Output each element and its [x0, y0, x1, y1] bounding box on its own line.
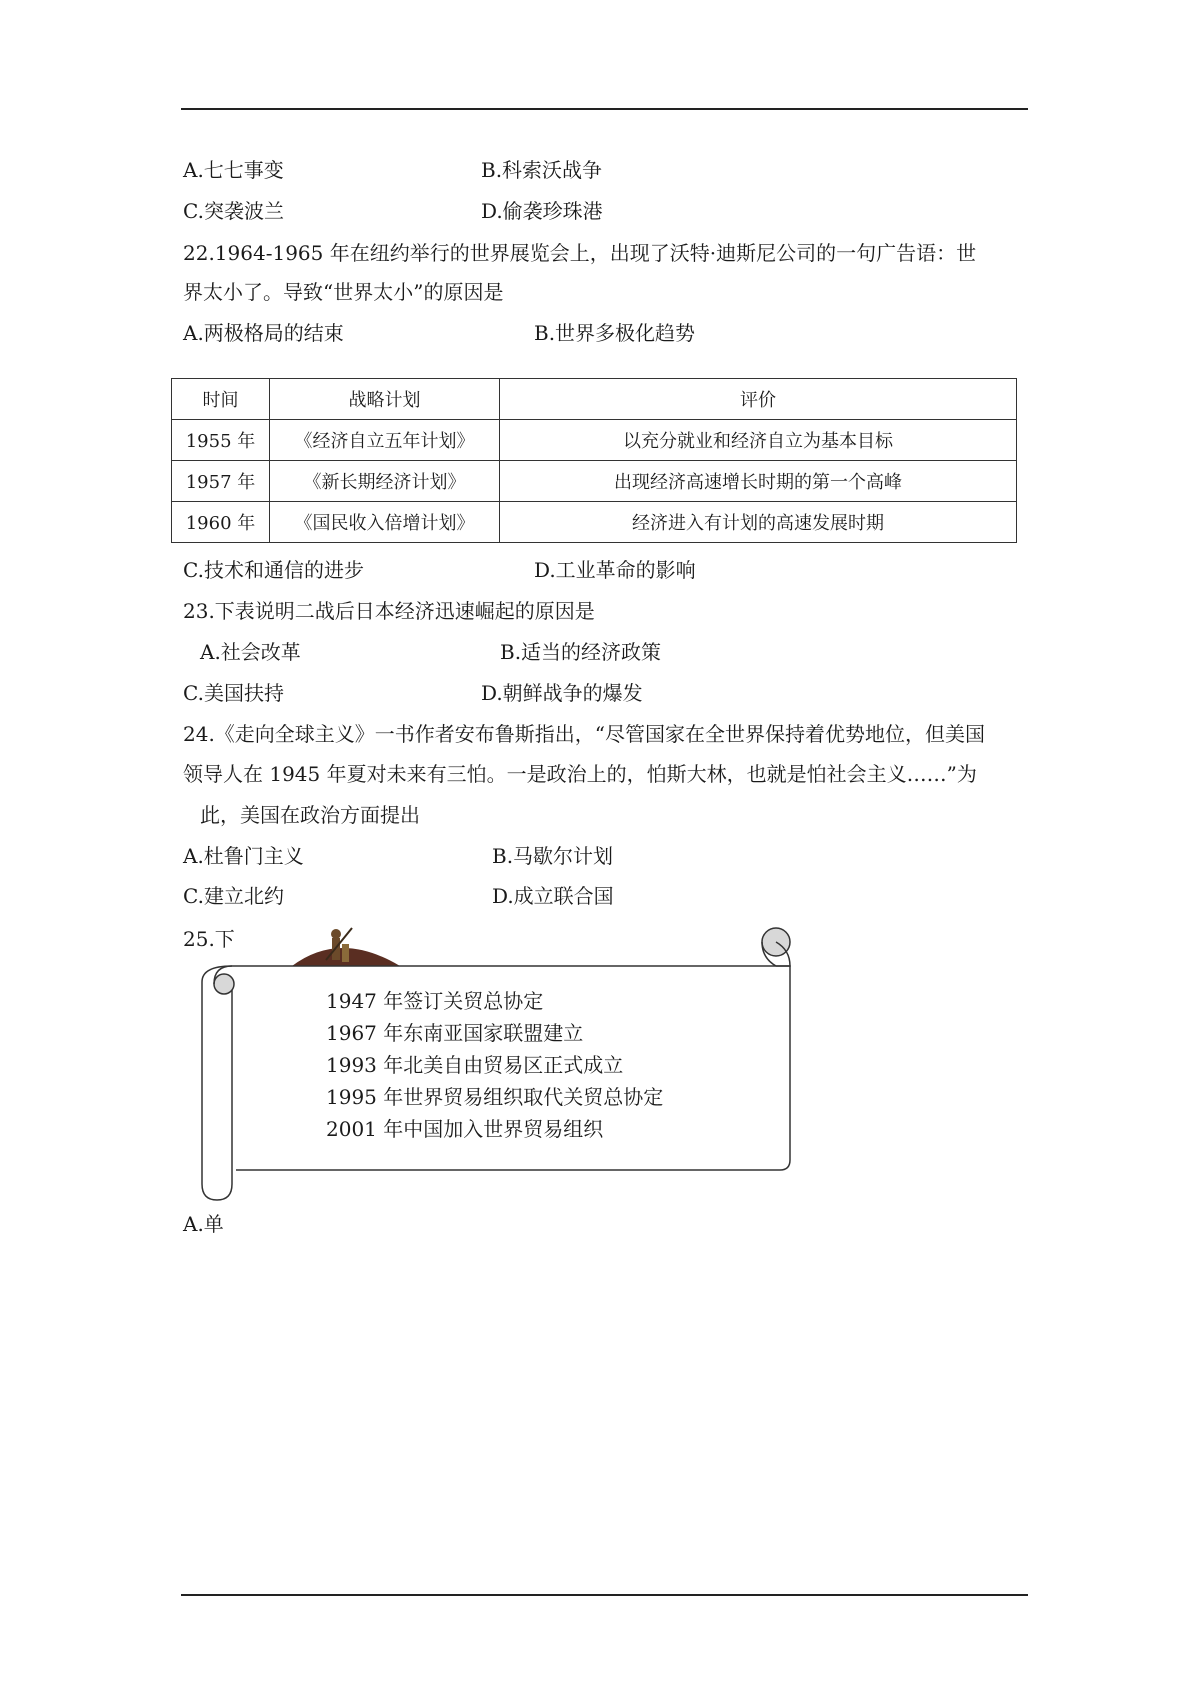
table-header: 评价: [500, 379, 1017, 420]
table-cell: 《新长期经济计划》: [270, 461, 500, 502]
list-item: 1967 年东南亚国家联盟建立: [326, 1021, 584, 1045]
list-item: 1995 年世界贸易组织取代关贸总协定: [326, 1085, 664, 1109]
table-header: 战略计划: [270, 379, 500, 420]
q24-option-c: C.建立北约: [183, 884, 284, 908]
q24-option-b: B.马歇尔计划: [492, 844, 614, 868]
table-header: 时间: [172, 379, 270, 420]
q21-option-a: A.七七事变: [183, 158, 284, 182]
q22-option-c: C.技术和通信的进步: [183, 558, 364, 582]
table-cell: 1957 年: [172, 461, 270, 502]
q22-option-d: D.工业革命的影响: [534, 558, 696, 582]
q23-option-a: A.社会改革: [200, 640, 301, 664]
table-cell: 《经济自立五年计划》: [270, 420, 500, 461]
q24-stem-line1: 24.《走向全球主义》一书作者安布鲁斯指出，“尽管国家在全世界保持着优势地位，但美国: [183, 722, 986, 746]
q22-stem-line2: 界太小了。导致“世界太小”的原因是: [183, 280, 504, 304]
q23-stem: 23.下表说明二战后日本经济迅速崛起的原因是: [183, 599, 595, 623]
figure-illustration: [292, 928, 400, 966]
q23-option-b: B.适当的经济政策: [500, 640, 662, 664]
q24-option-d: D.成立联合国: [492, 884, 614, 908]
list-item: 1993 年北美自由贸易区正式成立: [326, 1053, 624, 1077]
table-cell: 以充分就业和经济自立为基本目标: [500, 420, 1017, 461]
table-cell: 经济进入有计划的高速发展时期: [500, 502, 1017, 543]
table-cell: 1955 年: [172, 420, 270, 461]
q21-option-d: D.偷袭珍珠港: [481, 199, 603, 223]
q22-option-b: B.世界多极化趋势: [534, 321, 696, 345]
table-cell: 1960 年: [172, 502, 270, 543]
list-item: 2001 年中国加入世界贸易组织: [326, 1117, 604, 1141]
q24-stem-line2: 领导人在 1945 年夏对未来有三怕。一是政治上的，怕斯大林，也就是怕社会主义……”为: [183, 762, 977, 786]
q25-stem-fragment: 25.下: [183, 927, 235, 951]
q22-stem-line1: 22.1964-1965 年在纽约举行的世界展览会上，出现了沃特·迪斯尼公司的一句广告语：世: [183, 241, 977, 265]
table-cell: 出现经济高速增长时期的第一个高峰: [500, 461, 1017, 502]
q21-option-b: B.科索沃战争: [481, 158, 603, 182]
q21-option-c: C.突袭波兰: [183, 199, 284, 223]
bottom-rule: [181, 1594, 1028, 1596]
q24-option-a: A.杜鲁门主义: [183, 844, 304, 868]
q24-stem-line3: 此，美国在政治方面提出: [200, 803, 420, 827]
q23-option-d: D.朝鲜战争的爆发: [481, 681, 643, 705]
list-item: 1947 年签订关贸总协定: [326, 989, 544, 1013]
scroll-event-list: [326, 985, 663, 1145]
q23-option-c: C.美国扶持: [183, 681, 284, 705]
q25-option-fragment: A.单: [183, 1212, 224, 1236]
q22-option-a: A.两极格局的结束: [183, 321, 344, 345]
table-cell: 《国民收入倍增计划》: [270, 502, 500, 543]
